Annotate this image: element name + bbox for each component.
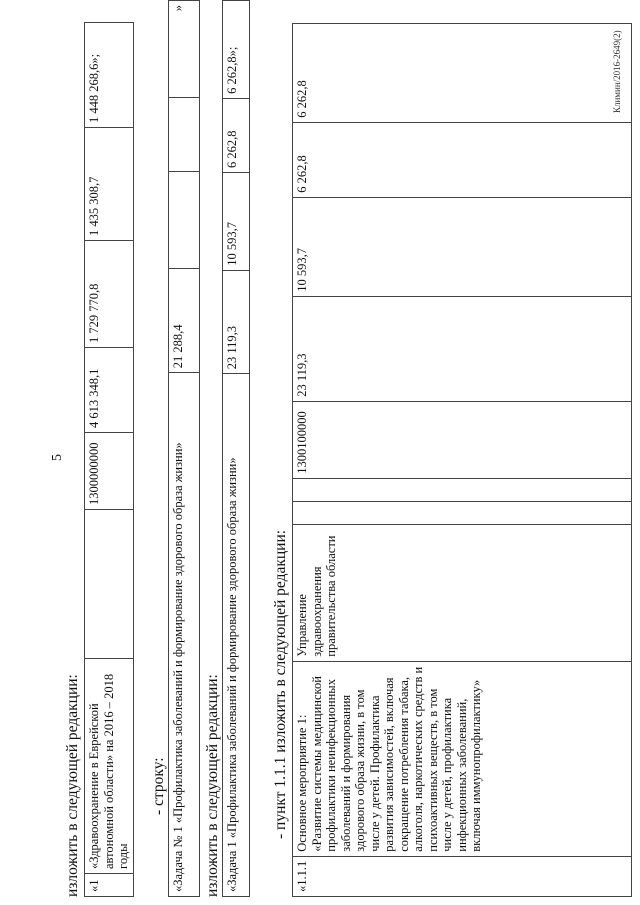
row-value-2: 10 593,7 — [293, 197, 632, 296]
table-row — [293, 23, 632, 896]
row-value-1: 4 613 348,1 — [85, 348, 134, 433]
row-value-1: 23 119,3 — [293, 296, 632, 401]
task-table-old — [168, 0, 200, 897]
row-empty-1 — [293, 501, 632, 524]
table-row — [85, 23, 134, 897]
program-table — [84, 22, 134, 897]
row-number: «1 — [85, 874, 134, 897]
row-value-3 — [169, 98, 200, 172]
row-executor: Управление здравоохранения правительства области — [293, 524, 632, 661]
row-code: 1300100000 — [293, 401, 632, 478]
table-row — [169, 1, 200, 897]
row-value-2: 1 729 770,8 — [85, 241, 134, 348]
section-intro: изложить в следующей редакции: — [204, 674, 221, 897]
document-footer-code: Климин/2016-2649(2) — [612, 30, 622, 113]
row-executor — [85, 510, 134, 659]
row-value-1: 23 119,3 — [223, 270, 250, 374]
row-value-3: 6 262,8 — [223, 98, 250, 172]
row-text: «Задача 1 «Профилактика заболеваний и формирование здорового образа жизни» — [223, 374, 250, 897]
page-number: 5 — [50, 454, 65, 461]
row-code: 1300000000 — [85, 433, 134, 510]
section-intro: - строку: — [150, 757, 167, 815]
measure-table — [292, 23, 632, 897]
table-row — [223, 1, 250, 897]
row-name: Основное мероприятие 1: «Развитие системы медицинской профилактики неинфекционных заболеваний и формирования здорового образа жизни, в том числе у детей. Профилактика развития зависимостей, включая сокращение потребления табака, алкоголя, наркотических средств и психоактивных веществ, в том числе у детей, профилактика инфекционных заболеваний, включая иммунопрофилактику» — [293, 661, 632, 856]
task-table-new — [222, 0, 250, 897]
row-text: «Задача № 1 «Профилактика заболеваний и формирование здорового образа жизни» — [169, 373, 200, 897]
row-value-3: 1 435 308,7 — [85, 128, 134, 241]
row-value-4: 6 262,8 — [293, 23, 632, 122]
row-number: «1.1.1 — [293, 856, 632, 896]
row-empty-2 — [293, 478, 632, 501]
row-value-4: 1 448 268,6»; — [85, 23, 134, 128]
row-value-2: 10 593,7 — [223, 173, 250, 271]
row-value-4: 6 262,8»; — [223, 1, 250, 99]
row-name: «Здравоохранение в Еврейской автономной области» на 2016 – 2018 годы — [85, 659, 134, 874]
section-intro: - пункт 1.1.1 изложить в следующей редакции: — [272, 529, 289, 839]
row-end: » — [169, 1, 200, 98]
section-intro: изложить в следующей редакции: — [64, 674, 81, 897]
row-value-3: 6 262,8 — [293, 122, 632, 197]
row-value-1: 21 288,4 — [169, 269, 200, 373]
row-value-2 — [169, 172, 200, 269]
